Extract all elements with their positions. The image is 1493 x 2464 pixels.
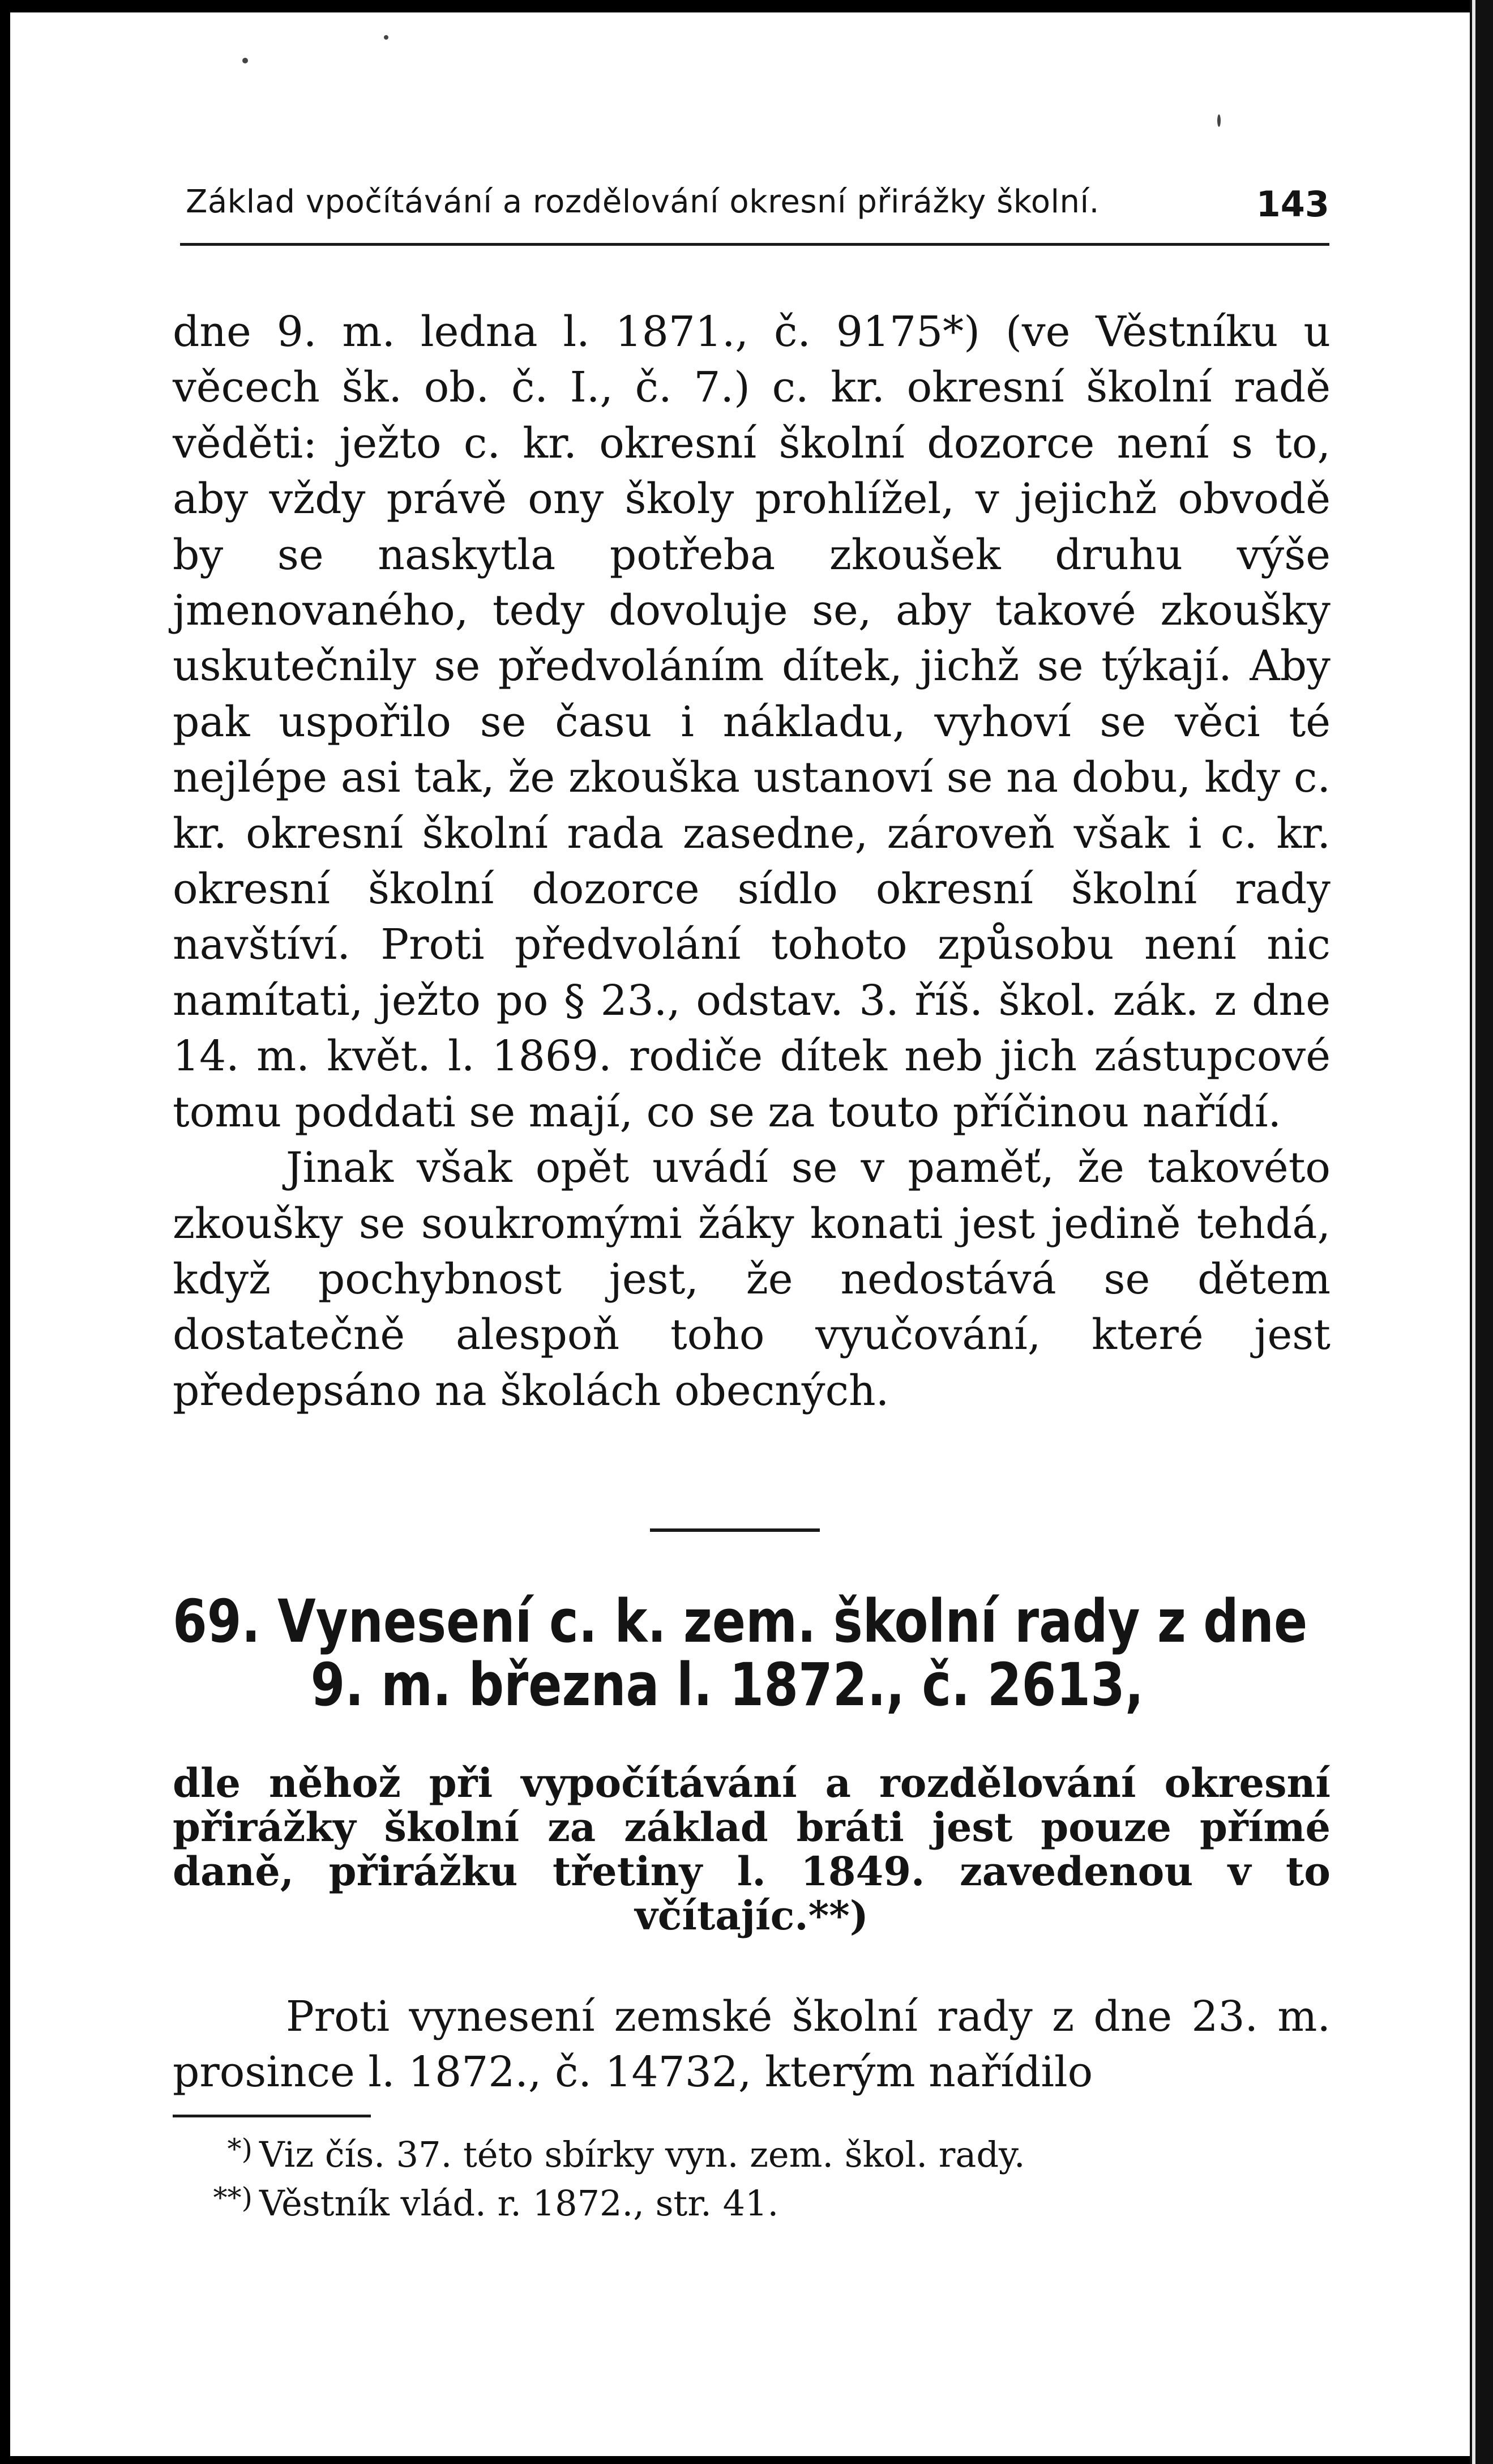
- section-divider: [650, 1528, 820, 1532]
- footnote-text: Viz čís. 37. této sbírky vyn. zem. škol. rady.: [259, 2134, 1025, 2175]
- section-paragraph: Proti vynesení zemské školní rady z dne 23. m. prosince l. 1872., č. 14732, kterým nařídilo: [173, 1992, 1331, 2096]
- footnote: [213, 2179, 1335, 2228]
- footnote-text: Věstník vlád. r. 1872., str. 41.: [259, 2183, 779, 2224]
- book-page: [10, 12, 1470, 2456]
- section-text: [173, 1989, 1331, 2100]
- footnote-marker: *): [227, 2133, 253, 2166]
- paragraph-private-exams: Jinak však opět uvádí se v paměť, že takovéto zkoušky se soukromými žáky konati jest jedině tehdá, když pochybnost jest, že nedostává se dětem dostatečně alespoň toho vyučování, které jest předepsáno na školách obecných.: [173, 1143, 1331, 1415]
- page-header: [180, 171, 1329, 239]
- footnotes: [213, 2130, 1335, 2228]
- running-title: Základ vpočítávání a rozdělování okresní přirážky školní.: [186, 183, 1100, 220]
- footnote-marker: **): [213, 2181, 253, 2214]
- header-rule: [180, 243, 1329, 246]
- paper-speck: [384, 35, 388, 40]
- section-heading-line-2: 9. m. března l. 1872., č. 2613,: [310, 1650, 1144, 1719]
- page-number: 143: [1256, 183, 1329, 225]
- paragraph-continued: dne 9. m. ledna l. 1871., č. 9175*) (ve Věstníku u věcech šk. ob. č. I., č. 7.) c. kr. okresní školní radě věděti: ježto c. kr. okresní školní dozorce není s to, aby vždy právě ony školy prohlížel, v jejichž obvodě by se naskytla potřeba zkoušek druhu výše jmenovaného, tedy dovoluje se, aby takové zkoušky uskutečnily se předvoláním dítek, jichž se týkají. Aby pak uspořilo se času i nákladu, vyhoví se věci té nejlépe asi tak, že zkouška ustanoví se na dobu, kdy c. kr. okresní školní rada zasedne, zároveň však i c. kr. okresní školní dozorce sídlo okresní školní rady navštíví. Proti předvolání tohoto způsobu není nic namítati, ježto po § 23., odstav. 3. říš. škol. zák. z dne 14. m. květ. l. 1869. rodiče dítek neb jich zástupcové tomu poddati se mají, co se za touto příčinou nařídí.: [173, 308, 1331, 1137]
- paper-speck: [1217, 114, 1221, 127]
- paper-speck: [242, 58, 248, 63]
- main-text: [173, 304, 1331, 1419]
- footnote-rule: [173, 2115, 371, 2117]
- section-heading: [173, 1587, 1308, 1719]
- section-heading-line-1: 69. Vynesení c. k. zem. školní rady z dne: [173, 1587, 1308, 1656]
- footnote: [227, 2130, 1335, 2179]
- section-subheading: dle něhož při vypočítávání a rozdělování okresní přirážky školní za základ bráti jest pouze přímé daně, přirážku třetiny l. 1849. zavedenou v to včítajíc.**): [173, 1760, 1331, 1939]
- scan-edge-line: [1472, 0, 1475, 2464]
